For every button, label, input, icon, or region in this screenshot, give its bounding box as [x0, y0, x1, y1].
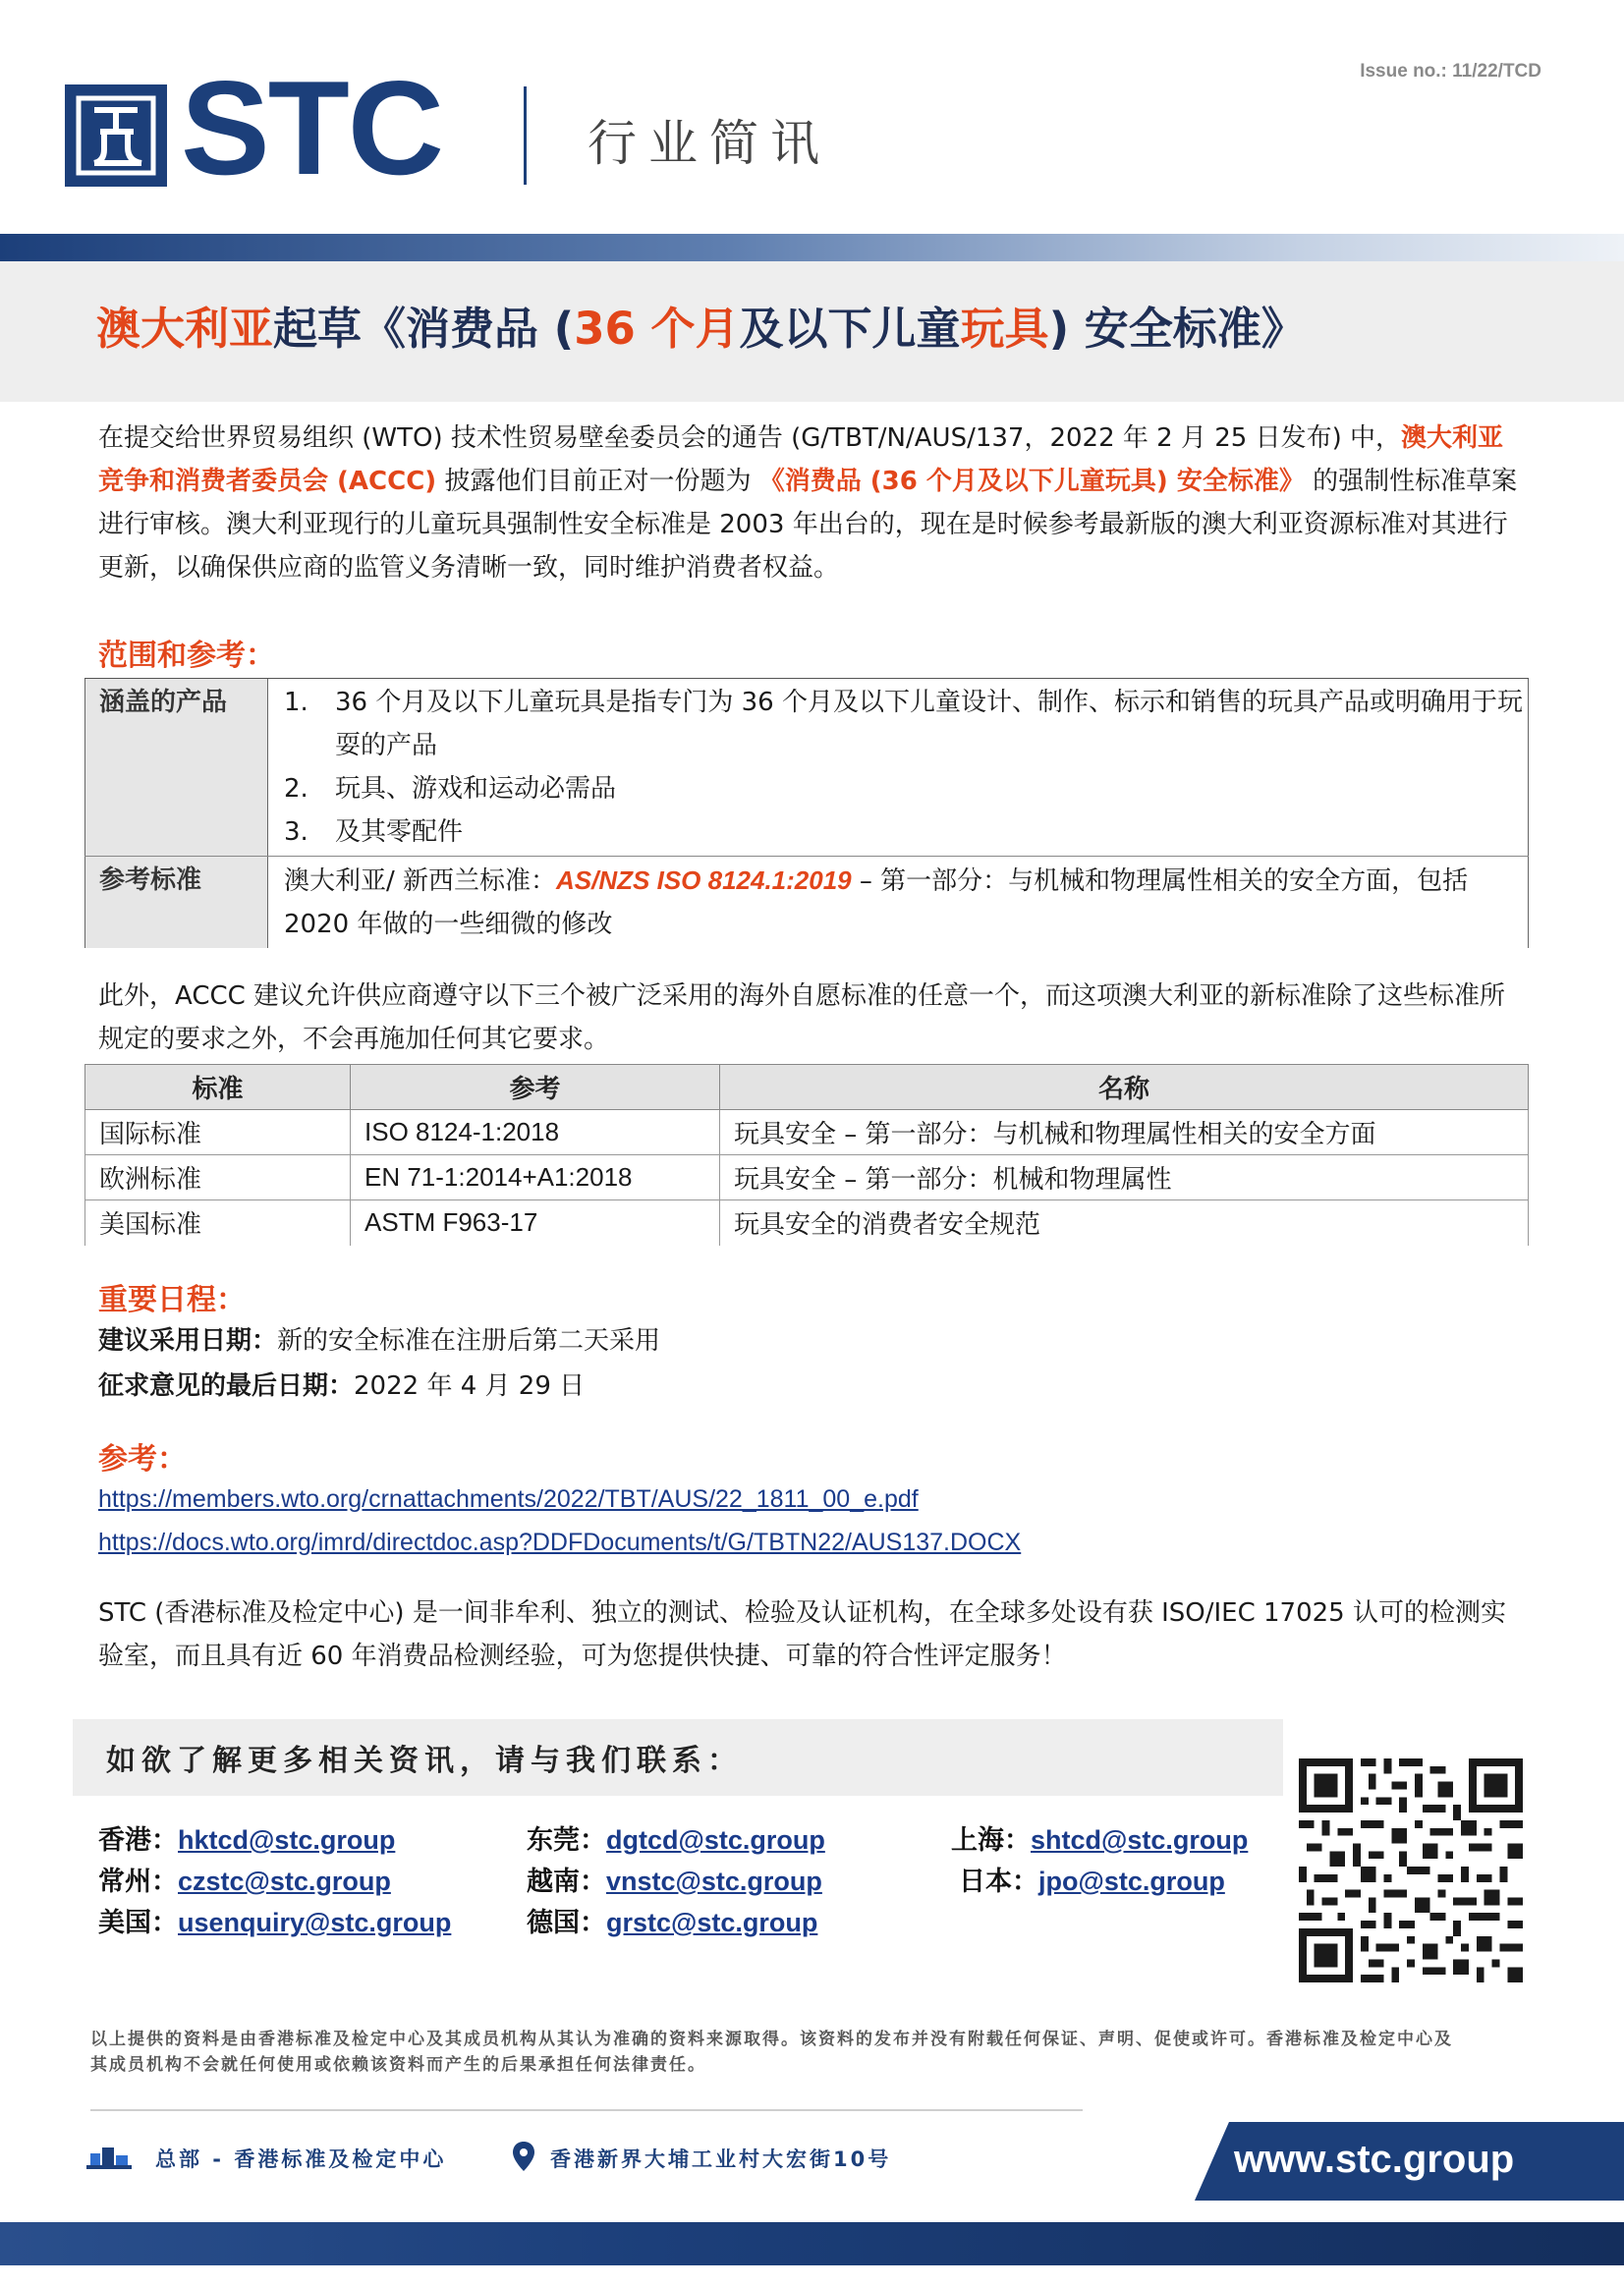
dates-heading: 重要日程：: [98, 1283, 246, 1317]
contact-label: 美国：: [98, 1908, 178, 1938]
contact-label: 常州：: [98, 1867, 178, 1897]
title-part: 玩具: [960, 303, 1049, 355]
list-number: 2.: [284, 774, 308, 804]
list-text: 玩具、游戏和运动必需品: [335, 774, 617, 804]
building-icon: [86, 2144, 132, 2169]
table-cell: 欧洲标准: [85, 1155, 351, 1200]
adoption-date: [98, 1318, 660, 1364]
reference-suffix: – 第一部分：与机械和物理属性相关的安全方面，包括 2020 年做的一些细微的修改: [284, 866, 1469, 939]
comment-deadline-value: 2022 年 4 月 29 日: [354, 1371, 586, 1401]
products-label: 涵盖的产品: [84, 679, 267, 856]
table-row: [85, 1155, 1529, 1200]
column-header: 名称: [720, 1065, 1529, 1110]
contact-hongkong: [98, 1819, 395, 1862]
table-cell: EN 71-1:2014+A1:2018: [351, 1155, 720, 1200]
products-list: [267, 679, 1529, 856]
qr-code-icon: [1299, 1758, 1523, 1982]
contact-changzhou: [98, 1861, 391, 1903]
table-cell: 玩具安全 – 第一部分：机械和物理属性: [720, 1155, 1529, 1200]
title-part: 及以下儿童: [739, 303, 961, 355]
extra-paragraph: 此外，ACCC 建议允许供应商遵守以下三个被广泛采用的海外自愿标准的任意一个，而这项澳大利亚的新标准除了这些标准所规定的要求之外，不会再施加任何其它要求。: [98, 981, 1506, 1054]
table-row: [85, 1110, 1529, 1155]
table-header-row: [85, 1065, 1529, 1110]
table-cell: 美国标准: [85, 1200, 351, 1246]
contact-email-link[interactable]: czstc@stc.group: [178, 1867, 391, 1896]
list-number: 1.: [284, 688, 308, 717]
footer-address: 香港新界大埔工业村大宏街10号: [550, 2148, 892, 2171]
stc-logo-mark: [65, 84, 167, 187]
table-cell: 玩具安全的消费者安全规范: [720, 1200, 1529, 1246]
table-cell: ASTM F963-17: [351, 1200, 720, 1246]
about-paragraph: STC (香港标准及检定中心) 是一间非牟利、独立的测试、检验及认证机构，在全球多处设有获 ISO/IEC 17025 认可的检测实验室，而且具有近 60 年消费品检测经验，可为您提供快捷、可靠的符合性评定服务！: [98, 1598, 1506, 1671]
intro-text: 披露他们目前正对一份题为: [436, 467, 759, 496]
table-cell: 国际标准: [85, 1110, 351, 1155]
references-heading: 参考：: [98, 1442, 187, 1477]
intro-highlight: 《消费品 (36 个月及以下儿童玩具) 安全标准》: [758, 467, 1305, 496]
standards-table: [84, 1064, 1529, 1246]
website-link[interactable]: www.stc.group: [1234, 2134, 1514, 2186]
reference-link-wto-pdf[interactable]: https://members.wto.org/crnattachments/2022/TBT/AUS/22_1811_00_e.pdf: [98, 1485, 919, 1513]
intro-highlight: 澳大利亚竞争和消费者委员会 (ACCC): [98, 423, 1504, 496]
location-pin-icon: [513, 2142, 534, 2171]
page-title: [96, 293, 1306, 357]
logo-divider: [524, 86, 527, 185]
contact-shanghai: [951, 1819, 1248, 1862]
table-cell: ISO 8124-1:2018: [351, 1110, 720, 1155]
footer-divider: [90, 2109, 1083, 2111]
list-item: [284, 681, 1528, 767]
contact-email-link[interactable]: shtcd@stc.group: [1031, 1825, 1249, 1855]
reference-label: 参考标准: [84, 857, 267, 948]
contact-dongguan: [527, 1819, 825, 1862]
intro-text: 的强制性标准草案进行审核。澳大利亚现行的儿童玩具强制性安全标准是 2003 年出台的，现在是时候参考最新版的澳大利亚资源标准对其进行更新，以确保供应商的监管义务清晰一致，同时维护消费者权益。: [98, 467, 1518, 583]
contact-label: 日本：: [959, 1867, 1038, 1897]
reference-standard: AS/NZS ISO 8124.1:2019: [556, 865, 852, 895]
contact-label: 越南：: [527, 1867, 606, 1897]
contact-label: 上海：: [951, 1825, 1031, 1856]
issue-number: Issue no.: 11/22/TCD: [1360, 61, 1541, 82]
brand-name: STC: [181, 53, 442, 202]
comment-deadline-label: 征求意见的最后日期：: [98, 1371, 355, 1401]
table-row: [85, 1200, 1529, 1246]
contact-label: 香港：: [98, 1825, 178, 1856]
scope-heading: 范围和参考：: [98, 639, 275, 673]
contact-email-link[interactable]: vnstc@stc.group: [606, 1867, 822, 1896]
contact-label: 东莞：: [527, 1825, 606, 1856]
stc-logo-icon: [65, 84, 167, 187]
footer-bar: [0, 2222, 1624, 2265]
list-item: [284, 810, 1528, 854]
adoption-date-value: 新的安全标准在注册后第二天采用: [277, 1326, 661, 1356]
title-part: 36 个月: [574, 303, 740, 355]
reference-text: [267, 857, 1529, 948]
intro-paragraph: [98, 417, 1525, 589]
column-header: 参考: [351, 1065, 720, 1110]
contact-germany: [527, 1902, 817, 1944]
reference-prefix: 澳大利亚/ 新西兰标准：: [284, 866, 557, 896]
scope-reference-row: [84, 856, 1529, 948]
scope-table: [84, 678, 1529, 948]
title-part: ) 安全标准》: [1048, 303, 1306, 355]
scope-products-row: [84, 678, 1529, 856]
contact-email-link[interactable]: dgtcd@stc.group: [606, 1825, 825, 1855]
contact-japan: [959, 1861, 1225, 1903]
reference-link-wto-docx[interactable]: https://docs.wto.org/imrd/directdoc.asp?DDFDocuments/t/G/TBTN22/AUS137.DOCX: [98, 1529, 1022, 1556]
contact-title: 如欲了解更多相关资讯，请与我们联系：: [106, 1744, 743, 1778]
dates-list: [98, 1318, 660, 1409]
adoption-date-label: 建议采用日期：: [98, 1326, 278, 1356]
title-part: 澳大利亚: [96, 303, 274, 355]
contact-email-link[interactable]: hktcd@stc.group: [178, 1825, 396, 1855]
list-text: 36 个月及以下儿童玩具是指专门为 36 个月及以下儿童设计、制作、标示和销售的玩具产品或明确用于玩耍的产品: [335, 688, 1523, 760]
list-text: 及其零配件: [335, 817, 464, 847]
intro-text: 在提交给世界贸易组织 (WTO) 技术性贸易壁垒委员会的通告 (G/TBT/N/AUS/137，2022 年 2 月 25 日发布) 中，: [98, 423, 1401, 453]
disclaimer: 以上提供的资料是由香港标准及检定中心及其成员机构从其认为准确的资料来源取得。该资料的发布并没有附载任何保证、声明、促使或许可。香港标准及检定中心及其成员机构不会就任何使用或依赖该资料而产生的后果承担任何法律责任。: [90, 2030, 1453, 2075]
list-item: [284, 767, 1528, 810]
footer-headquarters: 总部 - 香港标准及检定中心: [155, 2148, 447, 2171]
list-number: 3.: [284, 817, 308, 847]
contact-usa: [98, 1902, 451, 1944]
contact-vietnam: [527, 1861, 822, 1903]
contact-label: 德国：: [527, 1908, 606, 1938]
comment-deadline: [98, 1364, 660, 1409]
title-part: 起草《消费品 (: [273, 303, 575, 355]
contact-email-link[interactable]: jpo@stc.group: [1038, 1867, 1225, 1896]
column-header: 标准: [85, 1065, 351, 1110]
contact-email-link[interactable]: usenquiry@stc.group: [178, 1908, 452, 1937]
header-band: [0, 234, 1624, 261]
brand-subtitle: 行业简讯: [588, 115, 831, 172]
table-cell: 玩具安全 – 第一部分：与机械和物理属性相关的安全方面: [720, 1110, 1529, 1155]
contact-email-link[interactable]: grstc@stc.group: [606, 1908, 818, 1937]
